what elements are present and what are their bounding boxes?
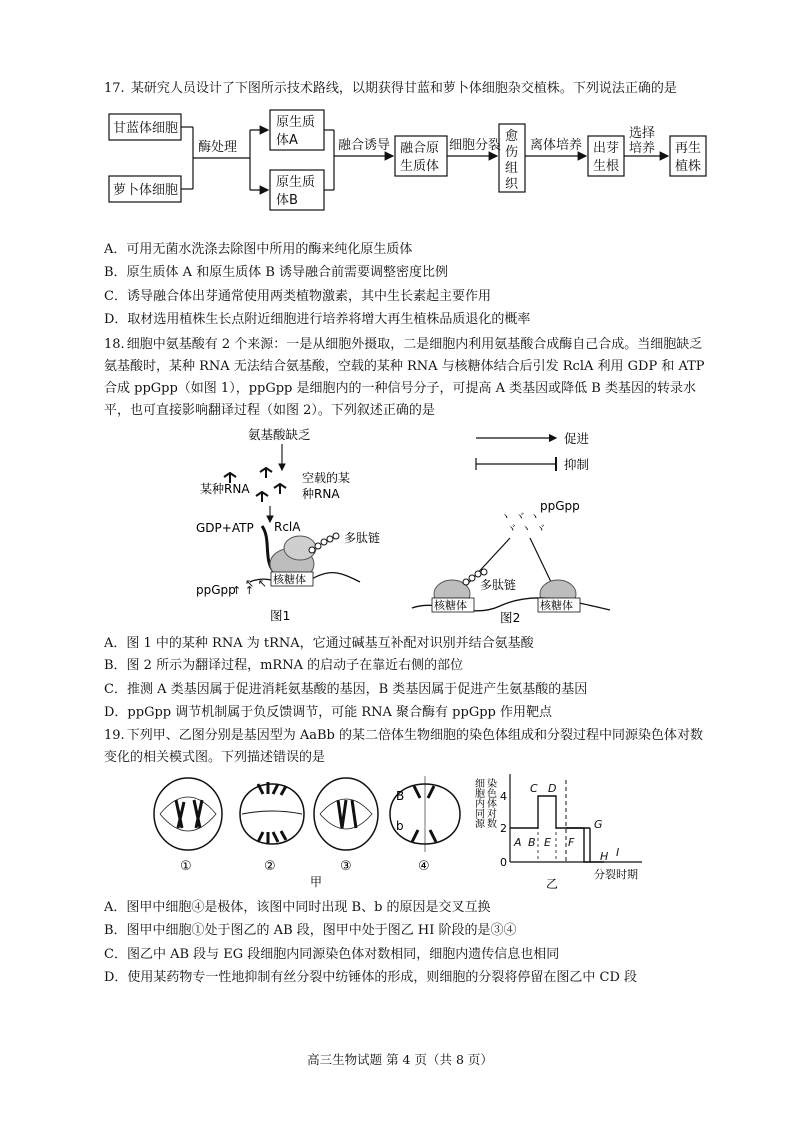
- svg-text:↖ ↖: ↖ ↖: [245, 577, 267, 590]
- svg-text:↑ ↑: ↑ ↑: [232, 584, 254, 597]
- q18-stem-line4: 平，也可直接影响翻译过程（如图 2）。下列叙述正确的是: [104, 403, 435, 418]
- flow-protoplast-b-1: 原生质: [276, 175, 316, 190]
- q19-option-c: C．图乙中 AB 段与 EG 段细胞内同源染色体对数相同，细胞内遗传信息也相同: [104, 947, 560, 962]
- flow-in-vitro-culture: 离体培养: [530, 138, 583, 153]
- fig1-aa-deficiency: 氨基酸缺乏: [248, 427, 311, 442]
- fig-yi-caption: 乙: [546, 877, 559, 890]
- q18-stem: [104, 334, 710, 422]
- q18-stem-line2: 氨基酸时，某种 RNA 无法结合氨基酸，空载的某种 RNA 与核糖体结合后引发 RclA 利用 GDP 和 ATP: [104, 359, 705, 374]
- flow-cabbage-cell: 甘蓝体细胞: [113, 121, 179, 136]
- fig-jia-caption: 甲: [310, 875, 323, 889]
- q18-option-b: B．图 2 所示为翻译过程，mRNA 的启动子在靠近右侧的部位: [104, 658, 464, 673]
- graph-point-a: A: [514, 836, 522, 849]
- q19-figures: [0, 770, 800, 890]
- figure-1: [196, 427, 380, 623]
- graph-point-e: E: [544, 836, 551, 849]
- fig1-ribosome: 核糖体: [273, 573, 306, 586]
- q19-option-d: D．使用某药物专一性地抑制有丝分裂中纺锤体的形成，则细胞的分裂将停留在图乙中 CD 段: [104, 970, 638, 985]
- flow-callus-3: 组: [505, 161, 519, 176]
- cell-label-3: ③: [340, 859, 352, 874]
- flow-fusion-induction: 融合诱导: [338, 138, 391, 153]
- svg-text:ヽ ヾ ヽ: ヽ ヾ ヽ: [500, 510, 540, 523]
- fig2-ribosome-left: 核糖体: [434, 599, 467, 612]
- fig2-legend-promote: 促进: [564, 431, 590, 446]
- flow-callus-1: 愈: [505, 129, 519, 144]
- flow-protoplast-a-2: 体A: [276, 133, 298, 148]
- flow-protoplast-b-2: 体B: [276, 193, 298, 208]
- flow-selective-2: 培养: [629, 141, 656, 156]
- graph-xlabel: 分裂时期: [594, 868, 638, 881]
- flow-fused-2: 生质体: [400, 159, 440, 174]
- q19-stem: [104, 725, 710, 769]
- graph-point-b: B: [528, 836, 536, 849]
- flow-regenerated-2: 植株: [675, 159, 702, 174]
- q18-option-a: A．图 1 中的某种 RNA 为 tRNA，它通过碱基互补配对识别并结合氨基酸: [104, 636, 534, 651]
- flow-buds-2: 生根: [593, 159, 620, 174]
- fig1-some-rna: 某种RNA: [200, 482, 250, 496]
- graph-point-i: I: [616, 846, 620, 859]
- q18-option-c: C．推测 A 类基因属于促进消耗氨基酸的基因，B 类基因属于促进产生氨基酸的基因: [104, 682, 588, 697]
- page-footer: 高三生物试题 第 4 页（共 8 页）: [307, 1052, 493, 1067]
- fig1-caption: 图1: [270, 608, 291, 623]
- graph-ylabel-1: 细胞内同源: [472, 778, 484, 828]
- graph-point-h: H: [600, 850, 609, 863]
- fig2-legend-inhibit: 抑制: [564, 457, 590, 472]
- flow-buds-1: 出芽: [593, 141, 620, 156]
- ppgpp-molecules: [500, 510, 546, 535]
- q18-number: 18.: [104, 337, 125, 352]
- graph-ytick-4: 4: [500, 790, 507, 803]
- q19-option-a: A．图甲中细胞④是极体，该图中同时出现 B、b 的原因是交叉互换: [104, 900, 491, 915]
- cell-1: [154, 778, 222, 850]
- cell-4: [390, 776, 460, 852]
- graph-point-g: G: [594, 818, 603, 831]
- q17-number: 17.: [104, 81, 125, 96]
- cell-label-4: ④: [418, 859, 430, 874]
- graph-ylabel-2: 染色体对数: [484, 778, 496, 828]
- q17-stem: [104, 78, 710, 100]
- graph-ytick-0: 0: [500, 856, 507, 869]
- flow-cell-division: 细胞分裂: [449, 138, 502, 153]
- cell-label-1: ①: [180, 859, 192, 874]
- graph-point-d: D: [548, 782, 557, 795]
- fig1-polypeptide: 多肽链: [344, 531, 381, 545]
- graph-point-f: F: [568, 836, 575, 849]
- flow-callus-4: 织: [505, 177, 519, 192]
- flow-enzyme-treatment: 酶处理: [198, 140, 238, 155]
- flow-protoplast-a-1: 原生质: [276, 115, 316, 130]
- q18-option-d: D．ppGpp 调节机制属于负反馈调节，可能 RNA 聚合酶有 ppGpp 作用靶点: [104, 705, 552, 720]
- q17-stem-text: 某研究人员设计了下图所示技术路线，以期获得甘蓝和萝卜体细胞杂交植株。下列说法正确的是: [130, 81, 677, 96]
- fig2-ribosome-right: 核糖体: [540, 599, 573, 612]
- cell-label-2: ②: [264, 859, 276, 874]
- fig1-empty-rna-2: 种RNA: [302, 487, 340, 501]
- graph-ytick-2: 2: [500, 822, 507, 835]
- graph-point-c: C: [530, 782, 538, 795]
- svg-text:ヾ ヽ ヾ: ヾ ヽ ヾ: [506, 522, 546, 535]
- q17-flowchart: [0, 102, 800, 232]
- flow-regenerated-1: 再生: [675, 141, 702, 156]
- fig1-gdp-atp: GDP+ATP: [196, 521, 254, 535]
- figure-2: [412, 431, 610, 625]
- q18-figures: [0, 422, 800, 632]
- q19-stem-line1: 下列甲、乙图分别是基因型为 AaBb 的某二倍体生物细胞的染色体组成和分裂过程中同源染色体对数: [126, 728, 703, 743]
- flow-callus-2: 伤: [505, 145, 519, 160]
- cell-2: [240, 782, 304, 844]
- fig2-ppgpp: ppGpp: [540, 499, 580, 513]
- gene-b-upper: B: [396, 789, 405, 803]
- q17-option-d: D．取材选用植株生长点附近细胞进行培养将增大再生植株品质退化的概率: [104, 312, 531, 327]
- q18-stem-line1: 细胞中氨基酸有 2 个来源：一是从细胞外摄取，二是细胞内利用氨基酸合成酶自己合成。当细胞缺乏: [126, 337, 703, 352]
- q19-stem-line2: 变化的相关模式图。下列描述错误的是: [104, 750, 326, 765]
- fig1-ppgpp: ppGpp: [196, 583, 236, 597]
- flow-selective-1: 选择: [629, 126, 656, 141]
- q17-option-c: C．诱导融合体出芽通常使用两类植物激素，其中生长素起主要作用: [104, 289, 491, 304]
- fig1-empty-rna-1: 空载的某: [302, 471, 351, 485]
- fig2-caption: 图2: [500, 610, 521, 625]
- fig1-rcla: RclA: [274, 520, 301, 534]
- figure-yi: [473, 774, 643, 890]
- flow-fused-1: 融合原: [400, 141, 440, 156]
- gene-b-lower: b: [396, 819, 404, 833]
- q18-stem-line3: 合成 ppGpp（如图 1），ppGpp 是细胞内的一种信号分子，可提高 A 类基因或降低 B 类基因的转录水: [104, 381, 696, 396]
- cell-3: [314, 778, 378, 850]
- figure-jia: [154, 776, 460, 889]
- q19-option-b: B．图甲中细胞①处于图乙的 AB 段，图甲中处于图乙 HI 阶段的是③④: [104, 923, 517, 938]
- fig2-polypeptide: 多肽链: [480, 578, 517, 592]
- flow-radish-cell: 萝卜体细胞: [113, 183, 179, 198]
- q17-option-a: A．可用无菌水洗涤去除图中所用的酶来纯化原生质体: [104, 242, 413, 257]
- q17-option-b: B．原生质体 A 和原生质体 B 诱导融合前需要调整密度比例: [104, 265, 449, 280]
- q19-number: 19.: [104, 728, 125, 743]
